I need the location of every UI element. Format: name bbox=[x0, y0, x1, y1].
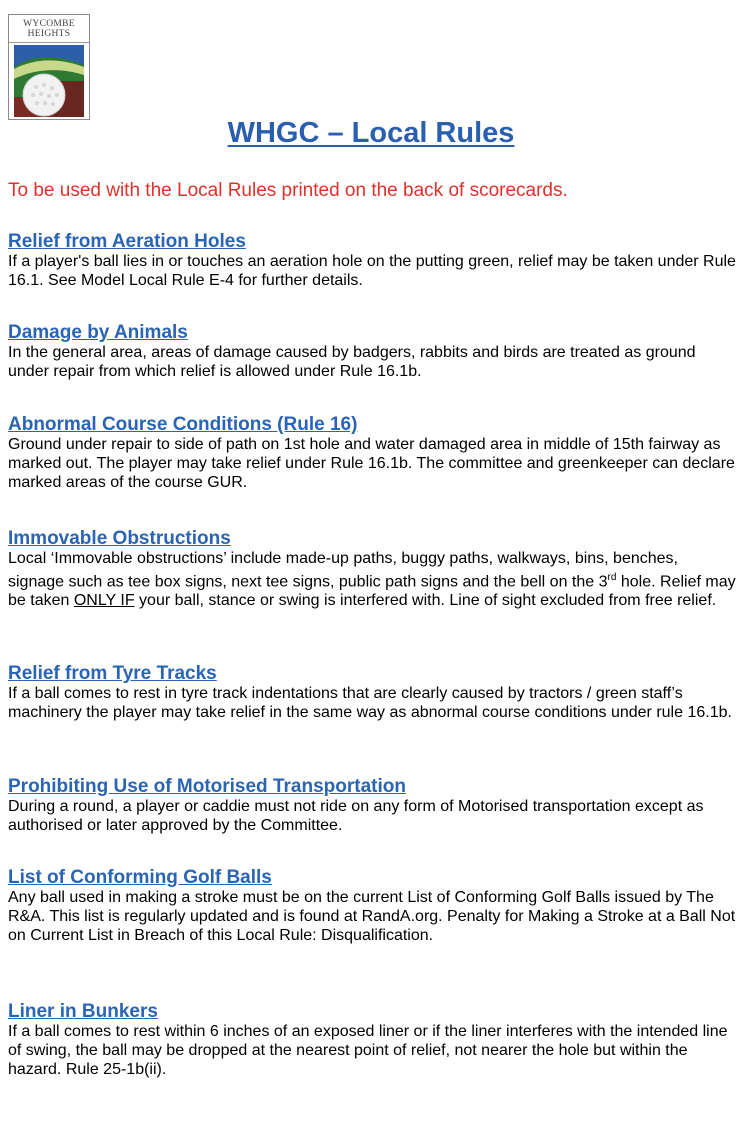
rule-body: If a ball comes to rest in tyre track indentations that are clearly caused by tractors / green staff’s machinery the player may take relief in the same way as abnormal course conditions under rule 16.1b. bbox=[8, 685, 732, 721]
logo-text bbox=[9, 15, 89, 43]
rule-body-emphasis: ONLY IF bbox=[73, 592, 135, 610]
rule-body: Ground under repair to side of path on 1st hole and water damaged area in middle of 15th fairway as marked out. The player may take relief under Rule 16.1b. The committee and greenkeeper can declare marked areas of the course GUR. bbox=[8, 436, 735, 491]
rule-heading: Immovable Obstructions bbox=[8, 528, 231, 549]
rule-tyre-tracks bbox=[8, 664, 736, 722]
club-logo bbox=[8, 14, 90, 120]
rule-heading: Relief from Aeration Holes bbox=[8, 231, 246, 252]
rule-body: If a player's ball lies in or touches an aeration hole on the putting green, relief may be taken under Rule 16.1. See Model Local Rule E-4 for further details. bbox=[8, 253, 736, 289]
rule-heading: Abnormal Course Conditions (Rule 16) bbox=[8, 414, 358, 435]
rule-body bbox=[8, 549, 736, 610]
rule-body: If a ball comes to rest within 6 inches of an exposed liner or if the liner interferes with the intended line of swing, the ball may be dropped at the nearest point of relief, not nearer the hole but within the hazard. Rule 25-1b(ii). bbox=[8, 1023, 728, 1078]
rule-damage-by-animals bbox=[8, 323, 736, 381]
rule-heading: Liner in Bunkers bbox=[8, 1001, 158, 1022]
rule-body: Any ball used in making a stroke must be on the current List of Conforming Golf Balls issued by The R&A. This list is regularly updated and is found at RandA.org. Penalty for Making a Stroke at a Ball Not on Current List in Breach of this Local Rule: Disqualification. bbox=[8, 889, 736, 944]
rule-body: In the general area, areas of damage caused by badgers, rabbits and birds are treated as ground under repair from which relief is allowed under Rule 16.1b. bbox=[8, 344, 696, 380]
rule-body-part-3: your ball, stance or swing is interfered with. Line of sight excluded from free relief. bbox=[134, 592, 717, 610]
rule-body: During a round, a player or caddie must not ride on any form of Motorised transportation except as authorised or later approved by the Committee. bbox=[8, 798, 704, 834]
rule-body-part-1: Local ‘Immovable obstructions’ include made-up paths, buggy paths, walkways, bins, benches, signage such as tee box signs, next tee signs, public path signs and the bell on the 3 bbox=[8, 550, 678, 591]
golf-ball-icon bbox=[14, 45, 84, 117]
rule-heading: Damage by Animals bbox=[8, 322, 188, 343]
logo-line-2: HEIGHTS bbox=[27, 29, 71, 39]
rule-heading: List of Conforming Golf Balls bbox=[8, 867, 272, 888]
rule-aeration-holes bbox=[8, 232, 736, 290]
page-title: WHGC – Local Rules bbox=[227, 117, 515, 149]
rule-heading: Prohibiting Use of Motorised Transportation bbox=[8, 776, 406, 797]
intro-text: To be used with the Local Rules printed on the back of scorecards. bbox=[8, 180, 568, 201]
rule-immovable-obstructions bbox=[8, 529, 736, 610]
rule-liner-in-bunkers bbox=[8, 1002, 736, 1079]
rule-heading: Relief from Tyre Tracks bbox=[8, 663, 217, 684]
rule-abnormal-course-conditions bbox=[8, 415, 736, 492]
logo-line-1: WYCOMBE bbox=[23, 19, 75, 29]
rule-motorised-transportation bbox=[8, 777, 736, 835]
rule-conforming-golf-balls bbox=[8, 868, 736, 945]
ordinal-suffix: rd bbox=[607, 572, 617, 583]
rule-body-part-2: hole. Relief may be taken bbox=[8, 573, 736, 610]
